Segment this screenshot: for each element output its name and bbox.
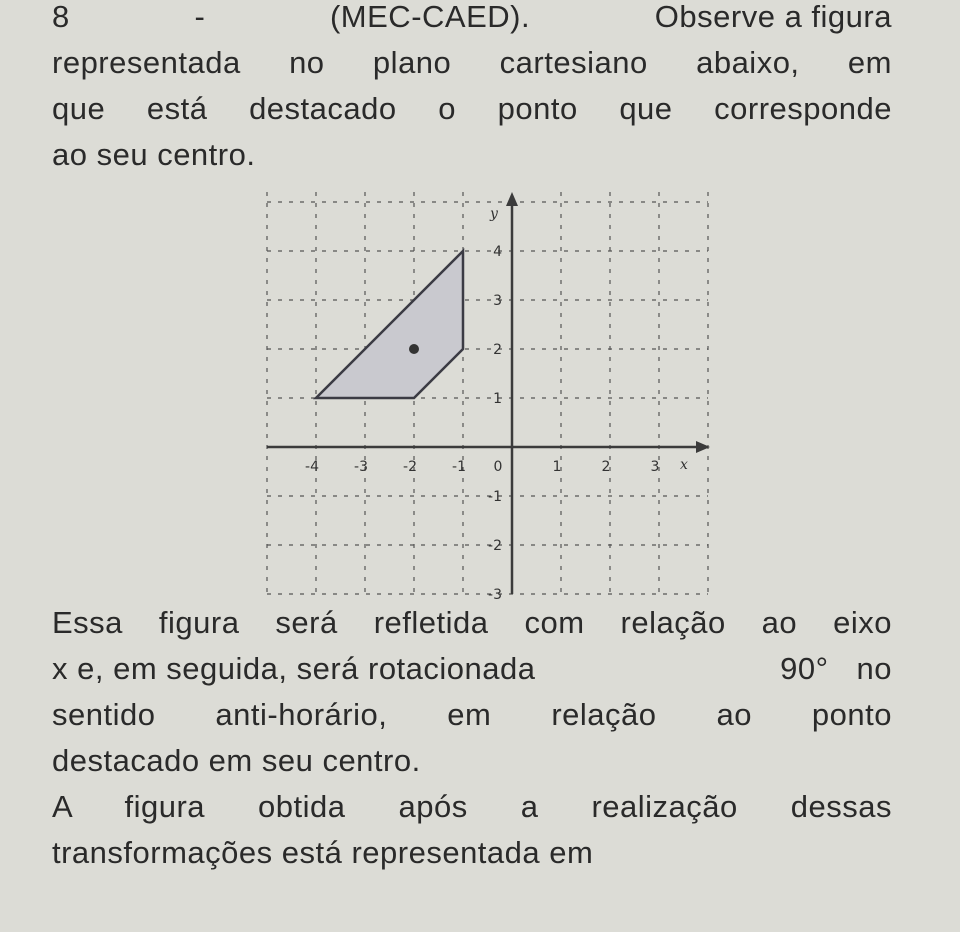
y-axis-arrow-icon <box>506 192 518 206</box>
intro-line-4: ao seu centro. <box>52 137 256 172</box>
cartesian-plane <box>250 185 710 600</box>
intro-line-3: que está destacado o ponto que corresponde <box>52 91 892 126</box>
y-tick-label: -3 <box>488 587 502 600</box>
body-line-2 <box>52 646 892 692</box>
y-tick-label: 4 <box>493 244 502 260</box>
center-point <box>409 344 419 354</box>
intro-line-1-text: Observe a figura <box>654 0 892 34</box>
x-tick-label: -1 <box>452 459 466 475</box>
body-line-4: destacado em seu centro. <box>52 743 421 778</box>
intro-line-2: representada no plano cartesiano abaixo, em <box>52 45 892 80</box>
y-tick-label: -2 <box>488 538 502 554</box>
question-number: 8 <box>52 0 70 34</box>
body-line-1: Essa figura será refletida com relação ao eixo <box>52 605 892 640</box>
y-tick-label: 1 <box>493 391 502 407</box>
body-line-2-text: x e, em seguida, será rotacionada <box>52 651 536 686</box>
x-tick-label: 3 <box>650 459 660 475</box>
y-axis-label: y <box>490 206 498 222</box>
tick-labels <box>305 244 659 600</box>
x-tick-label: 0 <box>493 459 503 475</box>
x-axis-label: x <box>680 457 688 473</box>
body-line-3: sentido anti-horário, em relação ao ponto <box>52 697 892 732</box>
question-body <box>52 600 892 876</box>
question-dash: - <box>194 0 206 34</box>
y-tick-label: 2 <box>493 342 502 358</box>
body-line-6: transformações está representada em <box>52 835 594 870</box>
y-tick-label: -1 <box>488 489 502 505</box>
question-source: (MEC-CAED). <box>329 0 531 34</box>
shaded-figure <box>316 251 463 398</box>
body-line-5: A figura obtida após a realização dessas <box>52 789 892 824</box>
x-tick-label: -4 <box>305 459 319 475</box>
x-tick-label: -3 <box>354 459 368 475</box>
question-intro <box>52 0 892 178</box>
x-tick-label: -2 <box>403 459 417 475</box>
y-tick-label: 3 <box>493 293 502 309</box>
intro-line-1 <box>52 0 892 40</box>
x-tick-label: 2 <box>601 459 611 475</box>
x-axis-arrow-icon <box>696 441 710 453</box>
body-line-2-end: no <box>856 651 892 686</box>
x-tick-label: 1 <box>552 459 562 475</box>
rotation-angle: 90° <box>780 651 829 686</box>
